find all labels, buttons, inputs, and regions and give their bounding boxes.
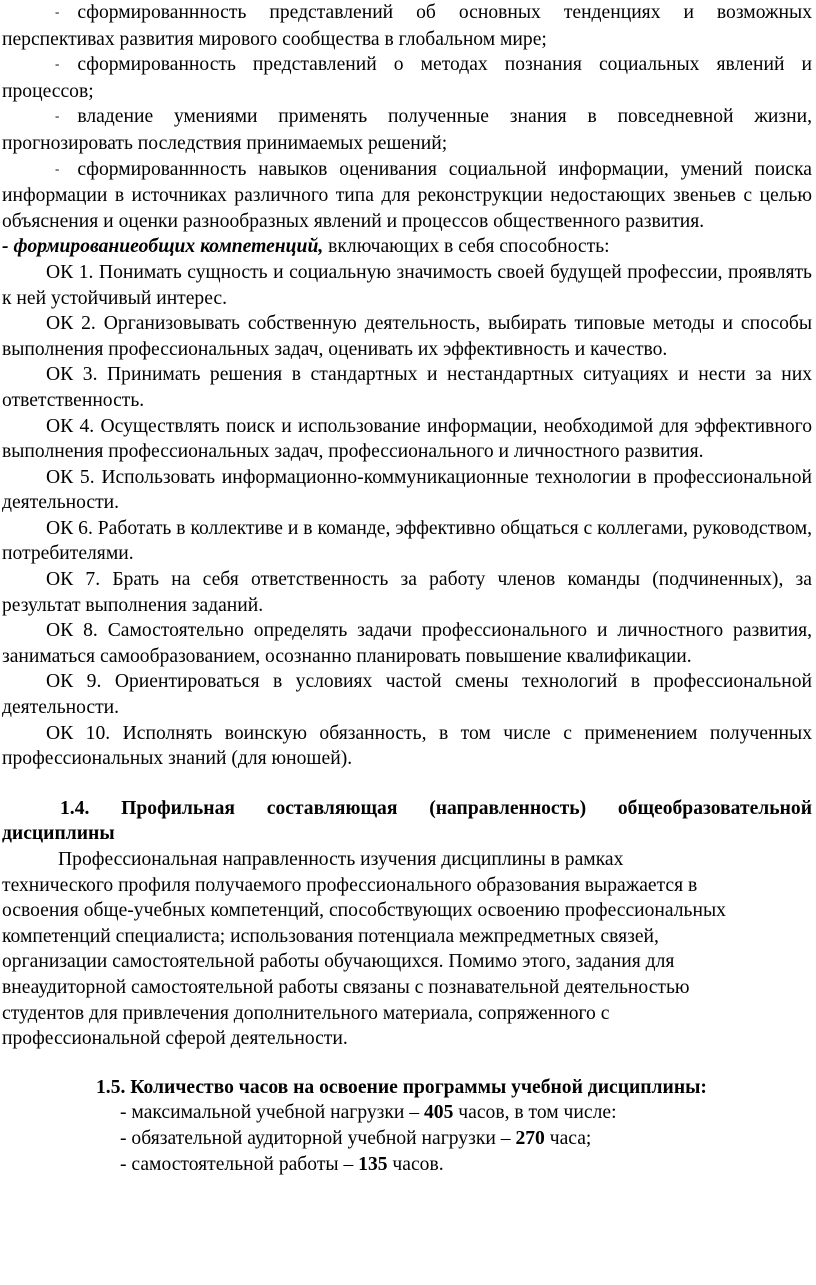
hours-value: 405 (424, 1102, 454, 1124)
hours-row-self (120, 1152, 816, 1178)
hours-value: 135 (358, 1153, 388, 1175)
hours-label: - самостоятельной работы – (120, 1153, 359, 1175)
bullet-list (0, 0, 816, 234)
body-line: компетенций специалиста; использования потенциала межпредметных связей, (2, 925, 659, 947)
bullet-marker: - (55, 160, 60, 176)
ok-item: ОК 9. Ориентироваться в условиях частой смены технологий в профессиональной деятельности. (2, 671, 812, 719)
competence-intro-emphasis: формированиеобщих компетенций, (13, 236, 324, 258)
ok-item: ОК 1. Понимать сущность и социальную значимость своей будущей профессии, проявлять к ней устойчивый интерес. (2, 261, 812, 309)
list-item (0, 157, 816, 235)
bullet-marker: - (55, 4, 60, 19)
ok-item: ОК 7. Брать на себя ответственность за работу членов команды (подчиненных), за результат выполнения заданий. (2, 569, 812, 616)
list-item-text: владение умениями применять полученные знания в повседневной жизни, прогнозировать последствия принимаемых решений; (2, 106, 812, 154)
competence-intro-dash: - (2, 236, 14, 258)
hours-list (0, 1100, 816, 1177)
bullet-marker: - (55, 108, 60, 124)
ok-item: ОК 4. Осуществлять поиск и использование информации, необходимой для эффективного выполнения профессиональных задач, профессионального и личностного развития. (2, 415, 812, 463)
list-item (0, 52, 816, 104)
ok-item: ОК 8. Самостоятельно определять задачи профессионального и личностного развития, заниматься самообразованием, осознанно планировать повышение квалификации. (2, 620, 812, 667)
hours-row-auditorium (120, 1126, 816, 1152)
body-line: Профессиональная направленность изучения дисциплины в рамках (58, 849, 624, 870)
ok-item: ОК 6. Работать в коллективе и в команде, эффективно общаться с коллегами, руководством, потребителями. (2, 517, 812, 565)
hours-label: - максимальной учебной нагрузки – (120, 1102, 424, 1124)
body-line: студентов для привлечения дополнительного материала, сопряженного с (2, 1002, 610, 1024)
hours-value: 270 (515, 1127, 545, 1149)
body-line: внеаудиторной самостоятельной работы связаны с познавательной деятельностью (2, 976, 690, 998)
body-line: освоения обще-учебных компетенций, способствующих освоению профессиональных (2, 900, 726, 922)
ok-list (0, 260, 816, 772)
section-1-4-heading: 1.4. Профильная составляющая (направленность) общеобразовательной дисциплины (2, 797, 812, 845)
hours-row-max (120, 1100, 816, 1126)
body-line: профессиональной сферой деятельности. (2, 1028, 348, 1050)
list-item (0, 104, 816, 156)
hours-label: - обязательной аудиторной учебной нагрузки – (120, 1127, 516, 1149)
section-1-4-body (0, 847, 816, 1052)
competence-intro (0, 234, 816, 260)
body-line: технического профиля получаемого профессионального образования выражается в (2, 874, 698, 896)
bullet-marker: - (55, 56, 60, 72)
hours-suffix: часов. (387, 1153, 444, 1175)
list-item-text: сформированнность навыков оценивания социальной информации, умений поиска информации в источниках различного типа для реконструкции недостающих звеньев с целью объяснения и оценки разнообразных явлений и процессов общественного развития. (2, 158, 812, 232)
hours-suffix: часов, в том числе: (453, 1102, 617, 1124)
list-item-text: сформированнность представлений об основных тенденциях и возможных перспективах развития мирового сообщества в глобальном мире; (2, 2, 812, 50)
ok-item: ОК 5. Использовать информационно-коммуникационные технологии в профессиональной деятельности. (2, 466, 812, 514)
list-item-text: сформированность представлений о методах познания социальных явлений и процессов; (2, 54, 812, 102)
competence-intro-rest: включающих в себя способность: (323, 236, 610, 258)
ok-item: ОК 10. Исполнять воинскую обязанность, в том числе с применением полученных профессиональных знаний (для юношей). (2, 722, 812, 770)
body-line: организации самостоятельной работы обучающихся. Помимо этого, задания для (2, 951, 675, 973)
ok-item: ОК 3. Принимать решения в стандартных и нестандартных ситуациях и нести за них ответственность. (2, 364, 812, 411)
hours-suffix: часа; (544, 1127, 592, 1149)
ok-item: ОК 2. Организовывать собственную деятельность, выбирать типовые методы и способы выполнения профессиональных задач, оценивать их эффективность и качество. (2, 313, 812, 360)
list-item (0, 0, 816, 52)
section-1-5-heading: 1.5. Количество часов на освоение программы учебной дисциплины: (96, 1076, 707, 1098)
